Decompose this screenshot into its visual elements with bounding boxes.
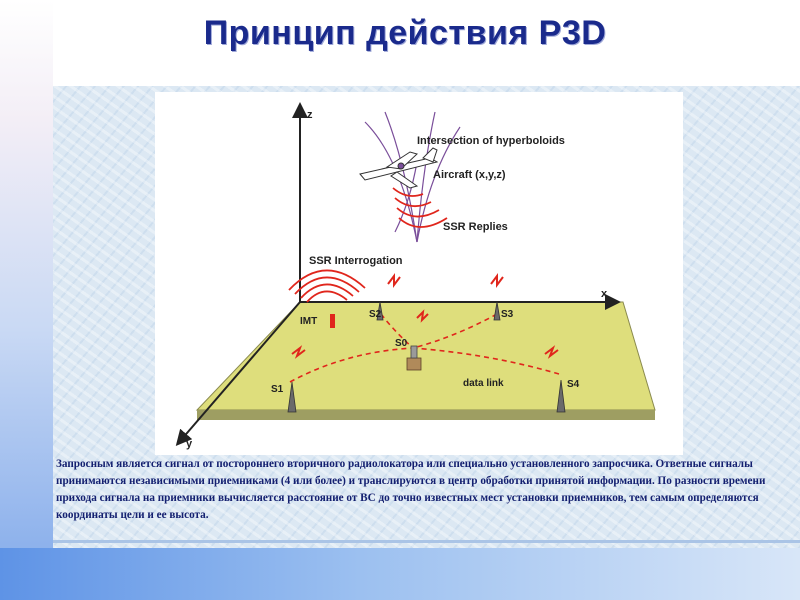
ground-plane: [197, 302, 655, 410]
slide-title: Принцип действия P3D: [203, 14, 607, 52]
ground-plane-edge: [197, 410, 655, 420]
s0-label: S0: [395, 338, 408, 349]
s1-label: S1: [271, 384, 284, 395]
axis-x-label: x: [601, 288, 608, 300]
ssr-replies-label: SSR Replies: [443, 221, 508, 233]
imt-label: IMT: [300, 316, 318, 327]
axis-y-label: y: [186, 438, 193, 450]
slide-description: Запросным является сигнал от постороннего вторичного радиолокатора или специально установленного запросчика. Ответные сигналы принимаются независимыми приемниками (4 или более) и транслируются в центр обработки принятой информации. По разности времени прихода сигнала на приемники вычисляется расстояние от ВС до точно известных мест установки приемников, тем самым определяются координаты цели и ее высота.: [56, 458, 766, 521]
imt-transmitter: [330, 314, 335, 328]
data-link-label: data link: [463, 378, 504, 389]
aircraft-label: Aircraft (x,y,z): [433, 169, 506, 181]
intersection-label: Intersection of hyperboloids: [417, 135, 565, 147]
left-decor-band: [0, 0, 53, 600]
s4-label: S4: [567, 379, 580, 390]
s3-label: S3: [501, 309, 514, 320]
bottom-decor-band: [0, 548, 800, 600]
s2-label: S2: [369, 309, 382, 320]
panel-divider: [53, 540, 800, 543]
ssr-interrogation-label: SSR Interrogation: [309, 255, 403, 267]
p3d-diagram: [155, 92, 683, 455]
axis-z-label: z: [307, 109, 313, 121]
